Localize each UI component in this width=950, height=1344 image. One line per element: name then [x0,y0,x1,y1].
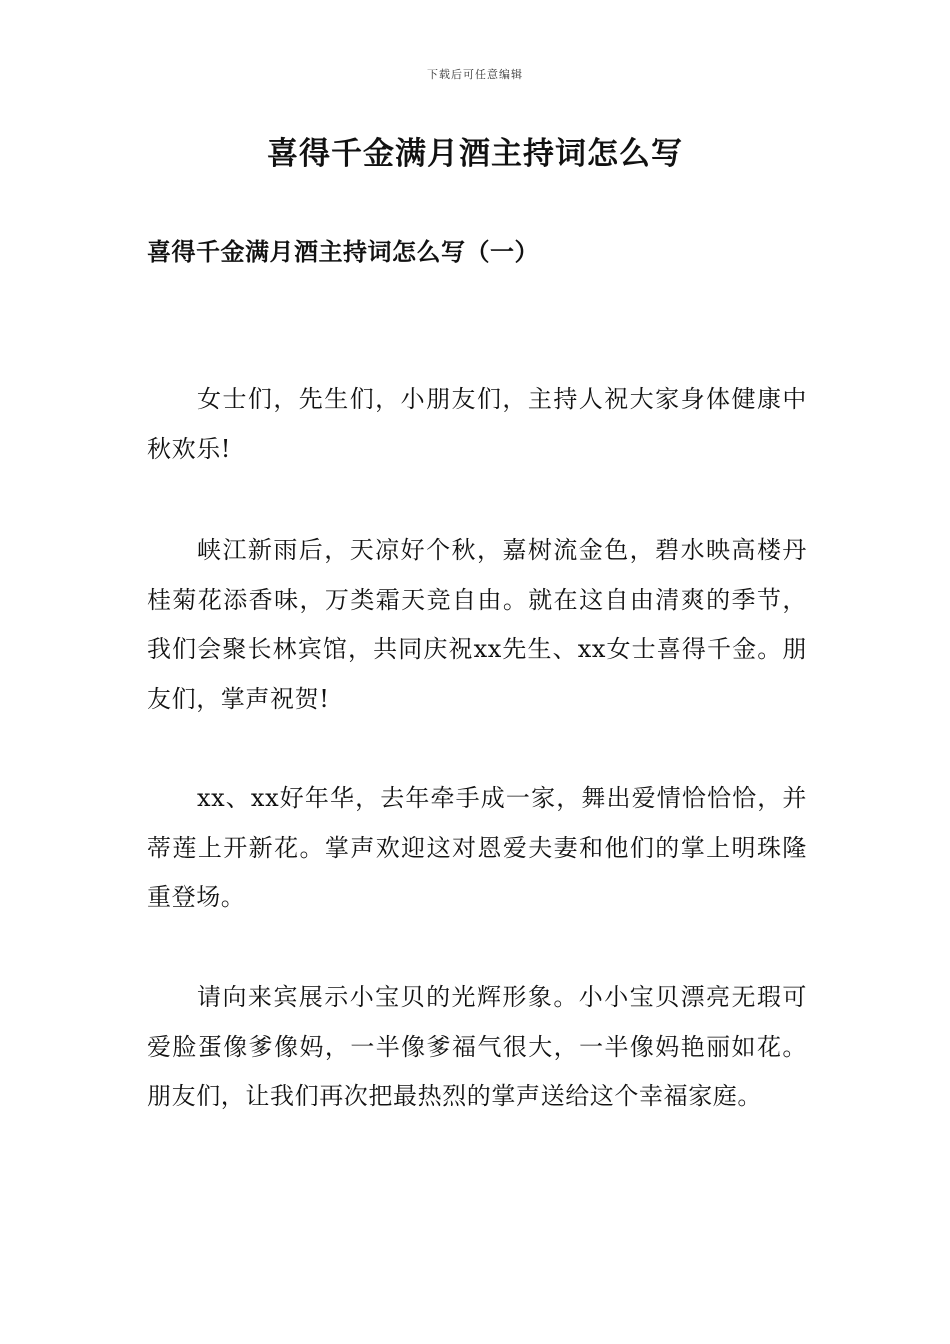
document-title: 喜得千金满月酒主持词怎么写 [267,136,683,172]
paragraph-greeting: 女士们，先生们，小朋友们，主持人祝大家身体健康中秋欢乐! [147,385,807,463]
section-subtitle: 喜得千金满月酒主持词怎么写（一） [147,237,539,266]
paragraph-season: 峡江新雨后，天凉好个秋，嘉树流金色，碧水映高楼丹桂菊花添香味，万类霜天竞自由。就在这自由清爽的季节，我们会聚长林宾馆，共同庆祝xx先生、xx女士喜得千金。朋友们，掌声祝贺! [147,536,807,713]
paragraph-baby: 请向来宾展示小宝贝的光辉形象。小小宝贝漂亮无瑕可爱脸蛋像爹像妈，一半像爹福气很大，一半像妈艳丽如花。朋友们，让我们再次把最热烈的掌声送给这个幸福家庭。 [147,983,807,1110]
header-note: 下载后可任意编辑 [427,68,523,81]
paragraph-couple: xx、xx好年华，去年牵手成一家，舞出爱情恰恰恰，并蒂莲上开新花。掌声欢迎这对恩爱夫妻和他们的掌上明珠隆重登场。 [147,784,807,911]
